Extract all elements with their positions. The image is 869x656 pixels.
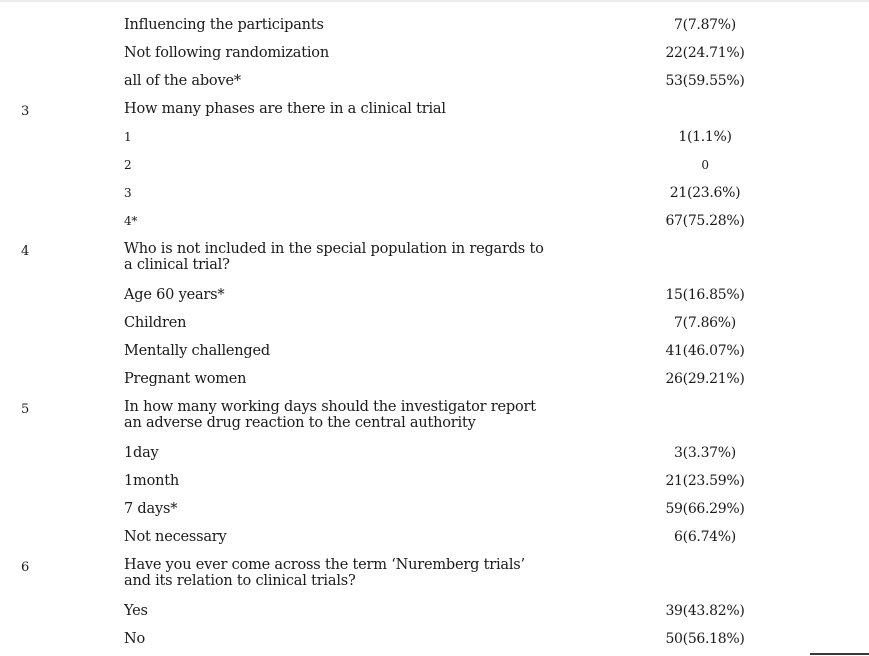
response-count: 50(56.18%) [665, 631, 745, 647]
option-label: Not following randomization [124, 45, 329, 61]
response-count: 53(59.55%) [665, 73, 745, 89]
response-count: 15(16.85%) [665, 287, 745, 303]
response-count: 7(7.86%) [674, 315, 736, 331]
response-count: 0 [701, 158, 709, 172]
option-label: Not necessary [124, 529, 227, 545]
question-number: 4 [21, 244, 30, 259]
question-number: 6 [21, 560, 30, 575]
option-label: Children [124, 315, 187, 331]
question-text: Who is not included in the special population in regards to a clinical trial? [124, 241, 544, 273]
response-count: 21(23.6%) [669, 185, 741, 201]
response-count: 39(43.82%) [665, 603, 745, 619]
option-label: Influencing the participants [124, 17, 324, 33]
response-count: 6(6.74%) [674, 529, 736, 545]
option-label: 3 [124, 186, 132, 200]
response-count: 59(66.29%) [665, 501, 745, 517]
option-label: 1month [124, 473, 180, 489]
response-count: 21(23.59%) [665, 473, 745, 489]
response-count: 1(1.1%) [678, 129, 732, 145]
option-label: No [124, 631, 146, 647]
option-label: all of the above* [124, 73, 241, 89]
question-number: 5 [21, 402, 30, 417]
question-text: Have you ever come across the term ‘Nuremberg trials’ and its relation to clinical trials? [124, 557, 525, 589]
bottom-rule [810, 653, 869, 655]
question-text: How many phases are there in a clinical trial [124, 101, 446, 117]
question-number: 3 [21, 104, 30, 119]
response-count: 26(29.21%) [665, 371, 745, 387]
top-divider [0, 0, 869, 2]
question-text: In how many working days should the investigator report an adverse drug reaction to the central authority [124, 399, 536, 431]
response-count: 41(46.07%) [665, 343, 745, 359]
option-label: Age 60 years* [124, 287, 225, 303]
response-count: 3(3.37%) [674, 445, 736, 461]
option-label: 7 days* [124, 501, 178, 517]
response-count: 67(75.28%) [665, 213, 745, 229]
option-label: 4* [124, 214, 138, 228]
option-label: Mentally challenged [124, 343, 270, 359]
response-count: 22(24.71%) [665, 45, 745, 61]
option-label: Pregnant women [124, 371, 247, 387]
option-label: Yes [124, 603, 148, 619]
option-label: 1 [124, 130, 132, 144]
option-label: 2 [124, 158, 132, 172]
option-label: 1day [124, 445, 159, 461]
response-count: 7(7.87%) [674, 17, 736, 33]
